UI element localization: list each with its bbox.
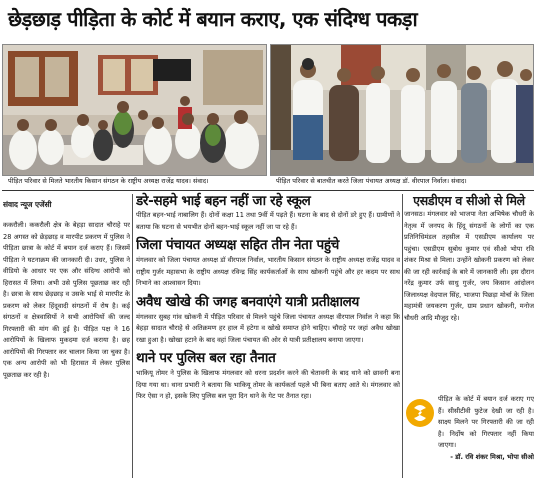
meeting-photo-image: [3, 45, 267, 176]
standing-group-photo: [270, 44, 534, 176]
section-text: भाकियू तोमर ने पुलिस के खिलाफ मंगलवार को धरना प्रदर्शन करने की चेतावनी के बाद थाने को छावनी बना दिया गया था। थाना प्रभारी ने बताया कि भाकियू तोमर के कार्यकर्ता पहले भी बिना बताए आते थे। मंगलवार को फिर ऐसा न हो, इसके लिए पुलिस बल पूरा दिन थाने के गेट पर तैनात रहा।: [136, 369, 400, 400]
headline: छेड़छाड़ पीड़िता के कोर्ट में बयान कराए, एक संदिग्ध पकड़ा: [0, 0, 536, 42]
section-text: मंगलवार को जिला पंचायत अध्यक्ष डॉ वीरपाल निर्वाल, भारतीय किसान संगठन के राष्ट्रीय अध्यक्ष राजेंद्र यादव व राष्ट्रीय गुर्जर महासभा के राष्ट्रीय अध्यक्ष रविन्द्र सिंह कार्यकर्ताओं के साथ खोकनी पहुंचे और हर कदम पर साथ निभाने का आश्वासन दिया।: [136, 256, 400, 287]
article-text: जानसठ। मंगलवार को भाजपा नेता अभिषेक चौधरी के नेतृत्व में जनपद के हिंदू संगठनों के लोगों का एक प्रतिनिधिमंडल तहसील में एसडीएम कार्यालय पर पहुंचा। एसडीएम सुबोध कुमार एवं सीओ भोपा रवि शंकर मिश्रा से मिला। उन्होंने खोकनी प्रकरण को लेकर की जा रही कार्रवाई के बारे में जानकारी ली। इस दौरान नरेंद्र कुमार उर्फ साधु गुर्जर, जय किसान आंदोलन जिलाध्यक्ष वेदपाल सिंह, भाजपा पिछड़ा मोर्चा के जिला महामंत्री जयकरण गुर्जर, ग्राम प्रधान खोकनी, मनोज चौधरी आदि मौजूद रहे।: [404, 210, 534, 322]
middle-column: [136, 192, 400, 480]
section-text: मंगलवार सुबह गांव खोकनी में पीड़ित परिवार से मिलने पहुंचे जिला पंचायत अध्यक्ष वीरपाल निर्वाल ने कहा कि बेहड़ा सादात चौराहे से अतिक्रमण हर हाल में हटेगा व खोखे समाप्त होने चाहिए। चौराहे पर जहां अवैध खोखा रखा हुआ है। खोखा हटाने के बाद वहां जिला पंचायत की ओर से यात्री प्रतीक्षालय बनाया जाएगा।: [136, 312, 400, 344]
section-heading: जिला पंचायत अध्यक्ष सहित तीन नेता पहुंचे: [136, 237, 339, 253]
section-text: पीड़ित बहन-भाई नाबालिग हैं। दोनों कक्षा 11 तथा 9वीं में पढ़ते हैं। घटना के बाद से दोनों डरे हुए हैं। ग्रामीणों ने बताया कि घटना से भयभीत दोनों बहन-भाई स्कूल नहीं जा पा रहे हैं।: [136, 211, 400, 231]
meeting-photo: [2, 44, 267, 176]
newspaper-logo-icon: [405, 398, 435, 428]
section-heading: डरे-सहमे भाई बहन नहीं जा रहे स्कूल: [136, 193, 311, 209]
left-column: [3, 200, 130, 480]
photo-caption-right: पीड़ित परिवार से बातचीत करते जिला पंचायत अध्यक्ष डॉ. वीरपाल निर्वाल। संवाद।: [270, 176, 534, 188]
column-divider: [132, 194, 133, 478]
photo-caption-left: पीड़ित परिवार से मिलते भारतीय किसान संगठन के राष्ट्रीय अध्यक्ष राजेंद्र यादव। संवाद।: [2, 176, 267, 188]
sidebar-signature: - डॉ. रवि शंकर मिश्रा, भोपा सीओ: [450, 452, 534, 461]
byline: संवाद न्यूज एजेंसी: [3, 200, 52, 209]
column-divider: [402, 194, 403, 478]
sidebar-quote: [438, 394, 534, 480]
sidebar-text: पीड़ित के कोर्ट में बयान दर्ज कराए गए हैं। सीसीटीवी फुटेज देखी जा रही है। साक्ष्य मिलने पर गिरफ्तारी की जा रही है। निर्दोष को गिरफ्तार नहीं किया जाएगा।: [438, 395, 534, 449]
right-column: [404, 192, 534, 392]
section-heading: अवैध खोखे की जगह बनवाएंगे यात्री प्रतीक्षालय: [136, 293, 360, 310]
section-heading: एसडीएम व सीओ से मिले: [413, 193, 525, 208]
divider: [2, 190, 534, 191]
standing-group-photo-image: [271, 45, 534, 176]
article-text: ककरौली। ककरौली क्षेत्र के बेहड़ा सादात चौराहे पर 28 अगस्त को छेड़छाड़ व मारपीट प्रकरण में पुलिस ने पीड़िता छात्रा के कोर्ट में बयान दर्ज कराए हैं। जिसमें पीड़िता ने घटनाक्रम की जानकारी दी। उधर, पुलिस ने वीडियो के आधार पर एक और संदिग्ध आरोपी को हिरासत में लिया। अभी उसे पुलिस पूछताछ कर रही है। छात्रा के साथ छेड़छाड़ व उसके भाई से मारपीट के प्रकरण को लेकर हिंदूवादी संगठनों में रोष है। कई संगठनों व क्षेत्रवासियों ने सभी आरोपियों की जल्द गिरफ्तारी की मांग की हुई है। पीड़ित पक्ष ने 16 आरोपियों के खिलाफ मुकदमा दर्ज कराया है। छह आरोपियों की गिरफ्तार कर चालान किया जा चुका है। एक अन्य आरोपी को भी हिरासत में लेकर पुलिस पूछताछ कर रही है।: [3, 221, 130, 379]
section-heading: थाने पर पुलिस बल रहा तैनात: [136, 350, 276, 366]
